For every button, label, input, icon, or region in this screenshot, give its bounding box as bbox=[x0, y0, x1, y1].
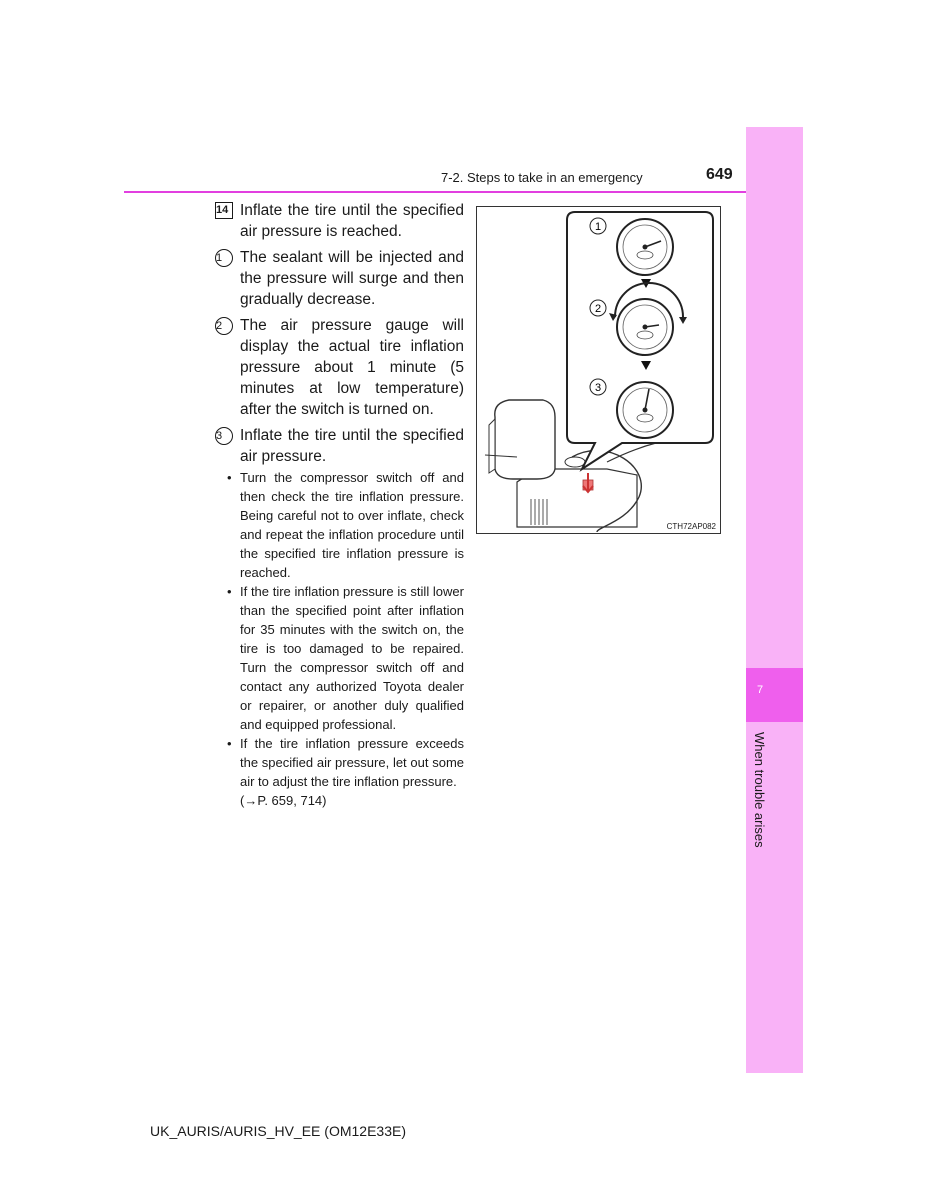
page-reference: (→P. 659, 714) bbox=[240, 793, 327, 808]
substep-text: The sealant will be injected and the pressure will surge and then gradually decrease. bbox=[240, 249, 464, 308]
figure-code: CTH72AP082 bbox=[666, 522, 716, 531]
chapter-number: 7 bbox=[756, 684, 764, 696]
substep-2 bbox=[215, 315, 464, 420]
bullet-item bbox=[215, 468, 464, 582]
bullet-item bbox=[215, 734, 464, 791]
bullet-dot: • bbox=[227, 470, 232, 485]
substep-marker: 3 bbox=[215, 427, 233, 445]
chapter-title: When trouble arises bbox=[752, 732, 767, 848]
substep-3 bbox=[215, 425, 464, 467]
gauge-3 bbox=[617, 382, 673, 438]
header-rule bbox=[124, 191, 802, 193]
step-14 bbox=[215, 200, 464, 242]
substep-text: Inflate the tire until the specified air pressure. bbox=[240, 427, 464, 465]
gauge-label-2: 2 bbox=[594, 303, 602, 315]
illustration-svg bbox=[477, 207, 720, 533]
page-number: 649 bbox=[706, 166, 733, 183]
bullet-dot: • bbox=[227, 736, 232, 751]
step-text: Inflate the tire until the specified air pressure is reached. bbox=[240, 202, 464, 240]
section-title: 7-2. Steps to take in an emergency bbox=[441, 170, 643, 185]
bullet-dot: • bbox=[227, 584, 232, 599]
bullet-text: If the tire inflation pressure is still lower than the specified point after inflation for 35 minutes with the switch on, the tire is too damaged to be repaired. Turn the compressor switch off and contact any authorized Toyota dealer or repairer, or another duly qualified and equipped professional. bbox=[240, 584, 464, 732]
substep-text: The air pressure gauge will display the actual tire inflation pressure about 1 minute (5 minutes at low temperature) after the switch is turned on. bbox=[240, 317, 464, 418]
step-number-box: 14 bbox=[215, 202, 233, 219]
bullet-text: If the tire inflation pressure exceeds the specified air pressure, let out some air to adjust the tire inflation pressure. bbox=[240, 736, 464, 789]
substep-marker: 2 bbox=[215, 317, 233, 335]
instruction-column bbox=[215, 200, 464, 810]
bullet-text: Turn the compressor switch off and then check the tire inflation pressure. Being careful not to over inflate, check and repeat the inflation procedure until the specified tire inflation pressure is reached. bbox=[240, 470, 464, 580]
compressor-gauge-illustration bbox=[476, 206, 721, 534]
chapter-side-tab bbox=[746, 127, 803, 1073]
bullet-item bbox=[215, 582, 464, 734]
gauge-label-1: 1 bbox=[594, 221, 602, 233]
substep-marker: 1 bbox=[215, 249, 233, 267]
gauge-1 bbox=[617, 219, 673, 275]
footer-manual-id: UK_AURIS/AURIS_HV_EE (OM12E33E) bbox=[150, 1123, 406, 1139]
substep-1 bbox=[215, 247, 464, 310]
gauge-label-3: 3 bbox=[594, 382, 602, 394]
